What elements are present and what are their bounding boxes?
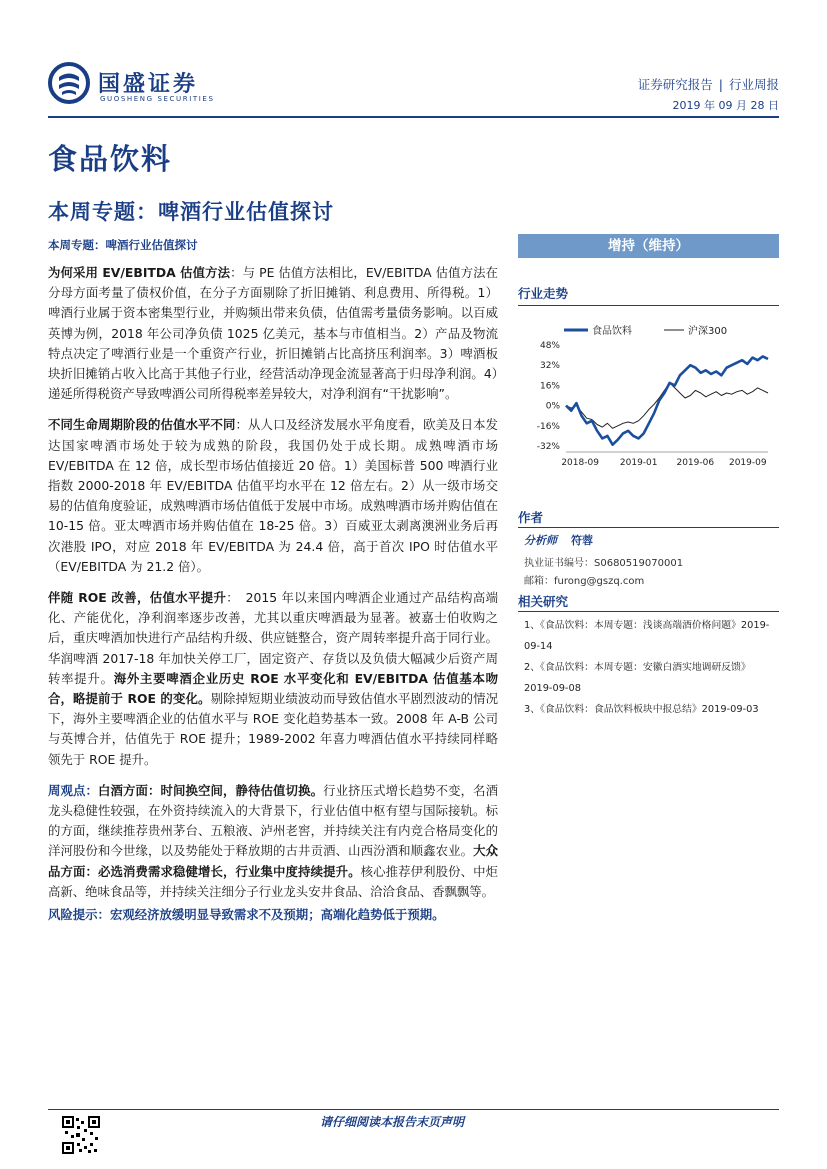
y-tick-label: 48% <box>539 341 560 351</box>
author-rule <box>518 527 779 528</box>
paragraph-text: ：与 PE 估值方法相比，EV/EBITDA 估值方法在分母方面考量了债权价值，在分子方面剔除了折旧摊销、利息费用、所得税。1）啤酒行业属于资本密集型行业，并购频出带来负债，估值需考量债务影响。以百威英博为例，2018 年公司净负债 1025 亿美元，基本与市值相当。2）产品及物流特点决定了啤酒行业是一个重资产行业，折旧摊销占比高挤压利润率。3）啤酒板块折旧摊销占收入比高于其他子行业，经营活动净现金流显著高于归母净利润。4）递延所得税资产导致啤酒公司所得税率差异较大，对净利润有“干扰影响”。 <box>48 265 498 402</box>
paragraph-text: 核心推荐伊利股份、中炬高新、绝味食品等，并持续关注细分子行业龙头安井食品、洽洽食品、香飘飘等。 <box>48 863 499 899</box>
footer-rule <box>48 1109 779 1110</box>
paragraph-roe <box>48 588 498 770</box>
trend-title: 行业走势 <box>518 286 569 301</box>
paragraph-valuation-method <box>48 263 498 404</box>
x-tick-label: 2019-09 <box>728 458 767 468</box>
report-type: 证券研究报告 <box>637 77 713 92</box>
related-item[interactable]: 3、《食品饮料：食品饮料板块中报总结》2019-09-03 <box>524 704 759 715</box>
legend-label-csi300: 沪深300 <box>688 326 728 337</box>
header-divider: | <box>718 77 723 92</box>
qr-code-icon <box>62 1116 100 1154</box>
paragraph-lifecycle <box>48 415 498 577</box>
related-rule <box>518 611 779 612</box>
report-date: 2019 年 09 月 28 日 <box>672 99 779 112</box>
rating-badge: 增持（维持） <box>518 234 779 258</box>
paragraph-text: 剔除掉短期业绩波动而导致估值水平剧烈波动的情况下，海外主要啤酒企业的估值水平与 ROE 变化趋势基本一致。2008 年 A-B 公司与英博合并，估值先于 ROE 提升；1989-2002 年喜力啤酒估值水平持续同样略领先于 ROE 提升。 <box>48 691 499 767</box>
chart-legend <box>564 324 727 337</box>
company-name-english: GUOSHENG SECURITIES <box>100 95 215 103</box>
analyst <box>524 532 593 548</box>
paragraph-lead: 不同生命周期阶段的估值水平不同 <box>48 417 236 433</box>
section-subheading: 本周专题：啤酒行业估值探讨 <box>48 238 198 252</box>
risk-warning: 风险提示：宏观经济放缓明显导致需求不及预期；高端化趋势低于预期。 <box>48 907 445 922</box>
analyst-role: 分析师 <box>524 534 557 547</box>
paragraph-emphasis: 白酒方面：时间换空间，静待估值切换。 <box>98 782 324 798</box>
y-tick-label: -16% <box>536 421 560 432</box>
company-name: 国盛证券 <box>98 72 199 97</box>
report-headline: 本周专题：啤酒行业估值探讨 <box>48 200 334 224</box>
analyst-email: 邮箱：furong@gszq.com <box>524 576 645 587</box>
author-title: 作者 <box>518 510 544 525</box>
report-kind: 行业周报 <box>728 77 779 92</box>
paragraph-emphasis: 海外主要啤酒企业历史 ROE 水平变化和 EV/EBITDA 估值基本吻合，略提前于 ROE 的变化。 <box>48 670 499 707</box>
y-tick-label: 0% <box>545 401 560 412</box>
related-item[interactable]: 1、《食品饮料：本周专题：浅谈高端酒价格问题》2019-09-14 <box>524 620 770 652</box>
company-logo <box>48 62 248 110</box>
related-item[interactable]: 2、《食品饮料：本周专题：安徽白酒实地调研反馈》2019-09-08 <box>524 662 751 694</box>
paragraph-lead: 周观点： <box>48 782 99 798</box>
x-tick-label: 2018-09 <box>561 458 599 468</box>
paragraph-emphasis: 大众品方面：必选消费需求稳健增长，行业集中度持续提升。 <box>48 843 499 879</box>
y-tick-label: 32% <box>539 361 560 372</box>
analyst-name: 符蓉 <box>571 534 593 547</box>
series-line-food-beverage <box>566 356 768 444</box>
footer-disclaimer: 请仔细阅读本报告末页声明 <box>320 1115 465 1129</box>
x-tick-label: 2019-01 <box>619 458 658 468</box>
related-title: 相关研究 <box>518 594 569 609</box>
report-body <box>48 263 498 913</box>
paragraph-lead: 为何采用 EV/EBITDA 估值方法 <box>48 265 231 280</box>
analyst-certificate: 执业证书编号：S0680519070001 <box>524 558 684 569</box>
paragraph-text: ：从人口及经济发展水平角度看，欧美及日本发达国家啤酒市场处于较为成熟的阶段，我国仍处于成长期。成熟啤酒市场 EV/EBITDA 在 12 倍，成长型市场估值接近 20 倍。1）美国标普 500 啤酒行业指数 2000-2018 年 EV/EBITDA 估值平均水平在 12 倍左右。2）从一级市场交易的估值角度验证，成熟啤酒市场估值低于发展中市场。成熟啤酒市场并购估值在 10-15 倍。亚太啤酒市场并购估值在 18-25 倍。3）百威亚太剥离澳洲业务后再次港股 IPO，对应 2018 年 EV/EBITDA 为 24.4 倍，高于首次 IPO 时估值水平（EV/EBITDA 为 21.2 倍）。 <box>48 417 498 574</box>
trend-chart <box>518 318 779 470</box>
report-category <box>638 75 779 93</box>
trend-rule <box>518 305 779 306</box>
paragraph-weekly-view <box>48 781 498 902</box>
sector-title: 食品饮料 <box>48 142 173 176</box>
x-tick-label: 2019-06 <box>676 458 715 468</box>
company-logo-icon <box>48 62 90 104</box>
header-rule <box>48 116 779 118</box>
legend-label-food-beverage: 食品饮料 <box>592 326 632 337</box>
y-tick-label: 16% <box>539 381 560 392</box>
paragraph-text: 行业挤压式增长趋势不变，名酒龙头稳健性较强，在外资持续流入的大背景下，行业估值中枢有望与国际接轨。标的方面，继续推荐贵州茅台、五粮液、泸州老窖，并持续关注有内竞合格局变化的洋河股份和今世缘，以及势能处于释放期的古井贡酒、山西汾酒和顺鑫农业。 <box>48 782 499 859</box>
paragraph-text: ： 2015 年以来国内啤酒企业通过产品结构高端化、产能优化，净利润率逐步改善，尤其以重庆啤酒最为显著。被嘉士伯收购之后，重庆啤酒加快进行产品结构升级、供应链整合，资产周转率提升高于同行业。华润啤酒 2017-18 年加快关停工厂，固定资产、存货以及负债大幅减少后资产周转率提升。 <box>48 590 498 686</box>
paragraph-lead: 伴随 ROE 改善，估值水平提升 <box>48 590 227 606</box>
y-tick-label: -32% <box>536 442 560 452</box>
